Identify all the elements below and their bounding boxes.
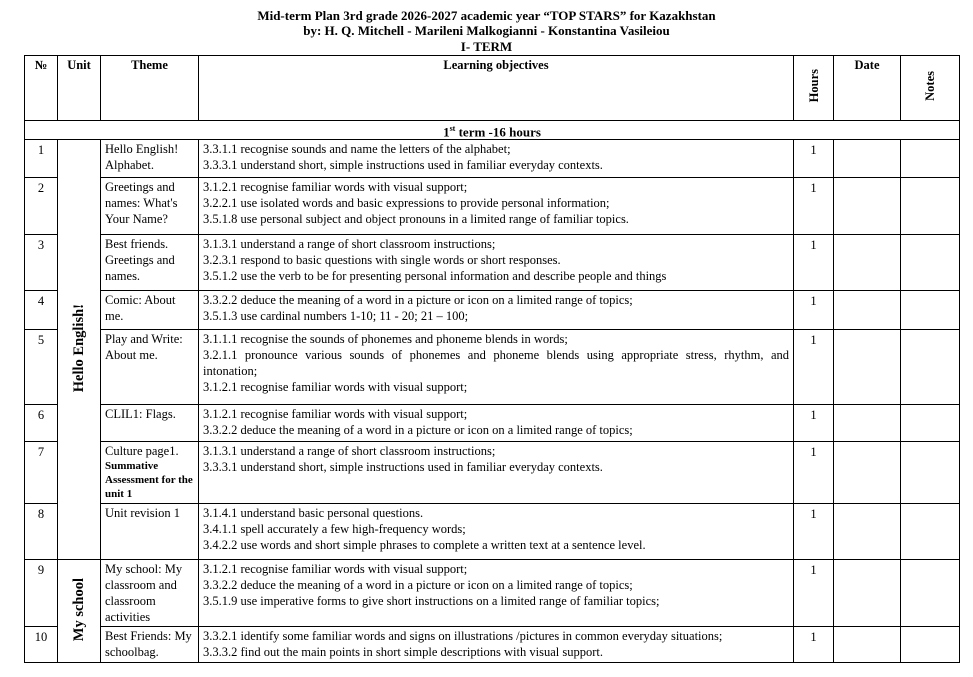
- objective-line: 3.1.2.1 recognise familiar words with visual support;: [203, 407, 468, 422]
- row-theme: [101, 235, 199, 291]
- unit-label: Hello English!: [71, 303, 87, 392]
- row-date: [834, 235, 901, 291]
- theme-title: Best Friends: My schoolbag.: [105, 629, 192, 660]
- row-notes: [901, 560, 960, 627]
- row-date: [834, 560, 901, 627]
- row-number: 3: [25, 235, 58, 291]
- objective-line: 3.1.4.1 understand basic personal questions.: [203, 506, 424, 521]
- row-objectives: [199, 235, 794, 291]
- objective-line: 3.1.2.1 recognise familiar words with visual support;: [203, 180, 468, 195]
- col-header-number: №: [25, 56, 58, 121]
- row-theme: [101, 405, 199, 442]
- row-theme: [101, 140, 199, 178]
- mid-term-plan-table: [24, 55, 960, 663]
- col-header-unit: Unit: [58, 56, 101, 121]
- row-date: [834, 291, 901, 330]
- theme-title: Culture page1.: [105, 444, 179, 459]
- table-row: [25, 330, 960, 405]
- row-objectives: [199, 504, 794, 560]
- row-objectives: [199, 442, 794, 504]
- objective-line: 3.4.1.1 spell accurately a few high-frequency words;: [203, 522, 466, 537]
- row-date: [834, 627, 901, 663]
- theme-title: Greetings and names: What's Your Name?: [105, 180, 178, 227]
- table-row: [25, 235, 960, 291]
- row-number: 7: [25, 442, 58, 504]
- row-hours: 1: [794, 140, 834, 178]
- term-label: 1st term -16 hours: [25, 121, 960, 140]
- row-theme: [101, 560, 199, 627]
- row-number: 10: [25, 627, 58, 663]
- row-theme: [101, 627, 199, 663]
- table-row: [25, 405, 960, 442]
- row-date: [834, 405, 901, 442]
- col-header-objectives: Learning objectives: [199, 56, 794, 121]
- objective-line: 3.1.3.1 understand a range of short classroom instructions;: [203, 444, 496, 459]
- table-row: [25, 140, 960, 178]
- row-number: 6: [25, 405, 58, 442]
- row-hours: 1: [794, 504, 834, 560]
- row-notes: [901, 627, 960, 663]
- col-header-notes: Notes: [901, 56, 960, 121]
- term-heading: I- TERM: [460, 39, 513, 54]
- row-date: [834, 140, 901, 178]
- col-header-theme: Theme: [101, 56, 199, 121]
- row-notes: [901, 235, 960, 291]
- row-theme: [101, 330, 199, 405]
- theme-subtitle: Summative Assessment for the unit 1: [105, 460, 193, 501]
- objective-line: 3.2.1.1 pronounce various sounds of phonemes and phoneme blends using appropriate stress, rhythm, and intonation;: [203, 348, 789, 379]
- theme-title: Play and Write: About me.: [105, 332, 183, 363]
- objective-line: 3.3.3.1 understand short, simple instructions used in familiar everyday contexts.: [203, 460, 603, 475]
- objective-line: 3.5.1.9 use imperative forms to give short instructions on a limited range of familiar topics;: [203, 594, 660, 609]
- theme-title: Best friends. Greetings and names.: [105, 237, 175, 284]
- objective-line: 3.5.1.3 use cardinal numbers 1-10; 11 - 20; 21 – 100;: [203, 309, 469, 324]
- row-date: [834, 504, 901, 560]
- table-header-row: [25, 56, 960, 121]
- row-date: [834, 330, 901, 405]
- unit-label: My school: [71, 577, 87, 641]
- row-number: 1: [25, 140, 58, 178]
- unit-cell-my-school: [58, 560, 101, 663]
- objective-line: 3.5.1.2 use the verb to be for presenting personal information and describe people and things: [203, 269, 667, 284]
- objective-line: 3.3.1.1 recognise sounds and name the letters of the alphabet;: [203, 142, 511, 157]
- table-row: [25, 504, 960, 560]
- objective-line: 3.2.3.1 respond to basic questions with single words or short responses.: [203, 253, 561, 268]
- row-hours: 1: [794, 560, 834, 627]
- theme-title: Comic: About me.: [105, 293, 176, 324]
- term-row: [25, 121, 960, 140]
- row-number: 2: [25, 178, 58, 235]
- row-notes: [901, 442, 960, 504]
- objective-line: 3.1.3.1 understand a range of short classroom instructions;: [203, 237, 496, 252]
- document-authors: by: H. Q. Mitchell - Marileni Malkogianni - Konstantina Vasileiou: [303, 23, 670, 38]
- objective-line: 3.2.2.1 use isolated words and basic expressions to provide personal information;: [203, 196, 610, 211]
- table-row: [25, 291, 960, 330]
- row-theme: [101, 178, 199, 235]
- col-header-date: Date: [834, 56, 901, 121]
- row-number: 8: [25, 504, 58, 560]
- row-hours: 1: [794, 405, 834, 442]
- objective-line: 3.3.2.2 deduce the meaning of a word in a picture or icon on a limited range of topics;: [203, 423, 633, 438]
- table-row: [25, 178, 960, 235]
- row-date: [834, 442, 901, 504]
- objective-line: 3.5.1.8 use personal subject and object pronouns in a limited range of familiar topics.: [203, 212, 629, 227]
- row-number: 5: [25, 330, 58, 405]
- row-hours: 1: [794, 178, 834, 235]
- objective-line: 3.3.2.2 deduce the meaning of a word in a picture or icon on a limited range of topics;: [203, 293, 633, 308]
- document-title: Mid-term Plan 3rd grade 2026-2027 academic year “TOP STARS” for Kazakhstan: [257, 8, 716, 23]
- row-notes: [901, 330, 960, 405]
- theme-title: Unit revision 1: [105, 506, 180, 521]
- objective-line: 3.1.2.1 recognise familiar words with visual support;: [203, 562, 468, 577]
- col-header-hours: Hours: [794, 56, 834, 121]
- row-number: 4: [25, 291, 58, 330]
- row-theme: [101, 291, 199, 330]
- row-objectives: [199, 178, 794, 235]
- objective-line: 3.1.1.1 recognise the sounds of phonemes and phoneme blends in words;: [203, 332, 568, 347]
- theme-title: Hello English! Alphabet.: [105, 142, 179, 173]
- objective-line: 3.1.2.1 recognise familiar words with visual support;: [203, 380, 468, 395]
- objective-line: 3.3.2.2 deduce the meaning of a word in a picture or icon on a limited range of topics;: [203, 578, 633, 593]
- row-notes: [901, 291, 960, 330]
- objective-line: 3.3.2.1 identify some familiar words and signs on illustrations /pictures in common everyday situations;: [203, 629, 723, 644]
- table-row: [25, 560, 960, 627]
- row-hours: 1: [794, 235, 834, 291]
- row-theme: [101, 504, 199, 560]
- row-notes: [901, 178, 960, 235]
- row-objectives: [199, 140, 794, 178]
- row-notes: [901, 504, 960, 560]
- row-notes: [901, 140, 960, 178]
- row-hours: 1: [794, 291, 834, 330]
- row-theme: [101, 442, 199, 504]
- objective-line: 3.3.3.2 find out the main points in short simple descriptions with visual support.: [203, 645, 603, 660]
- row-objectives: [199, 330, 794, 405]
- table-row: [25, 442, 960, 504]
- row-notes: [901, 405, 960, 442]
- row-date: [834, 178, 901, 235]
- row-hours: 1: [794, 442, 834, 504]
- row-objectives: [199, 627, 794, 663]
- row-objectives: [199, 291, 794, 330]
- row-number: 9: [25, 560, 58, 627]
- row-objectives: [199, 405, 794, 442]
- objective-line: 3.3.3.1 understand short, simple instructions used in familiar everyday contexts.: [203, 158, 603, 173]
- row-hours: 1: [794, 627, 834, 663]
- theme-title: My school: My classroom and classroom activities: [105, 562, 183, 625]
- table-row: [25, 627, 960, 663]
- unit-cell-hello-english: [58, 140, 101, 560]
- row-hours: 1: [794, 330, 834, 405]
- objective-line: 3.4.2.2 use words and short simple phrases to complete a written text at a sentence level.: [203, 538, 646, 553]
- row-objectives: [199, 560, 794, 627]
- theme-title: CLIL1: Flags.: [105, 407, 176, 422]
